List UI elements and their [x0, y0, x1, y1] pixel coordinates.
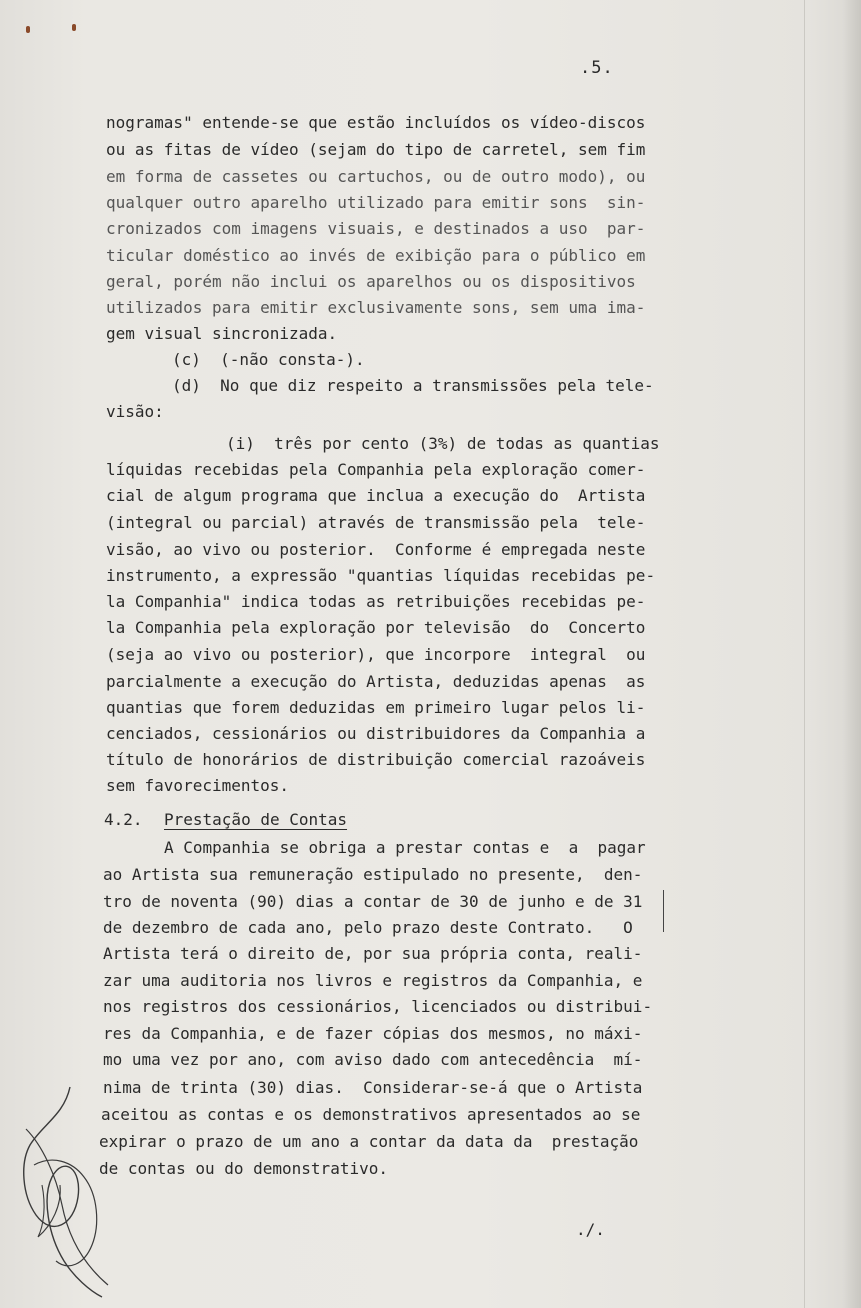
text-line: la Companhia pela exploração por televisão do Concerto — [106, 618, 646, 637]
text-line: de dezembro de cada ano, pelo prazo deste Contrato. O — [103, 918, 633, 937]
text-line: aceitou as contas e os demonstrativos apresentados ao se — [101, 1105, 641, 1124]
text-line: (c) (-não consta-). — [172, 350, 365, 369]
continuation-mark: ./. — [576, 1220, 605, 1239]
handwritten-signature — [12, 1085, 122, 1300]
text-line: res da Companhia, e de fazer cópias dos mesmos, no máxi- — [103, 1024, 643, 1043]
section-number: 4.2. — [104, 810, 143, 829]
text-line: nos registros dos cessionários, licenciados ou distribui- — [103, 997, 653, 1016]
page-number: .5. — [580, 58, 614, 78]
text-line: expirar o prazo de um ano a contar da data da prestação — [99, 1132, 639, 1151]
text-line: la Companhia" indica todas as retribuições recebidas pe- — [106, 592, 646, 611]
text-line: (i) três por cento (3%) de todas as quantias — [226, 434, 660, 453]
text-line: visão, ao vivo ou posterior. Conforme é empregada neste — [106, 540, 646, 559]
text-line: zar uma auditoria nos livros e registros da Companhia, e — [103, 971, 643, 990]
hole-punch-mark — [72, 24, 76, 31]
text-line: quantias que forem deduzidas em primeiro lugar pelos li- — [106, 698, 646, 717]
text-line: (integral ou parcial) através de transmissão pela tele- — [106, 513, 646, 532]
text-line: instrumento, a expressão "quantias líquidas recebidas pe- — [106, 566, 656, 585]
margin-mark — [663, 890, 664, 932]
text-line: (d) No que diz respeito a transmissões pela tele- — [172, 376, 654, 395]
text-line: A Companhia se obriga a prestar contas e a pagar — [164, 838, 646, 857]
text-line: cronizados com imagens visuais, e destinados a uso par- — [106, 219, 646, 238]
text-line: visão: — [106, 402, 164, 421]
text-line: de contas ou do demonstrativo. — [99, 1159, 388, 1178]
text-line: qualquer outro aparelho utilizado para emitir sons sin- — [106, 193, 646, 212]
text-line: parcialmente a execução do Artista, deduzidas apenas as — [106, 672, 646, 691]
text-line: tro de noventa (90) dias a contar de 30 de junho e de 31 — [103, 892, 643, 911]
text-line: nima de trinta (30) dias. Considerar-se-á que o Artista — [103, 1078, 643, 1097]
text-line: título de honorários de distribuição comercial razoáveis — [106, 750, 646, 769]
paper-edge-shadow — [843, 0, 861, 1308]
text-line: em forma de cassetes ou cartuchos, ou de outro modo), ou — [106, 167, 646, 186]
text-line: ao Artista sua remuneração estipulado no presente, den- — [103, 865, 643, 884]
text-line: utilizados para emitir exclusivamente sons, sem uma ima- — [106, 298, 646, 317]
section-heading: Prestação de Contas — [164, 810, 348, 829]
text-line: ou as fitas de vídeo (sejam do tipo de carretel, sem fim — [106, 140, 646, 159]
text-line: Artista terá o direito de, por sua própria conta, reali- — [103, 944, 643, 963]
text-line: nogramas" entende-se que estão incluídos os vídeo-discos — [106, 113, 646, 132]
text-line: cial de algum programa que inclua a execução do Artista — [106, 486, 646, 505]
text-line: líquidas recebidas pela Companhia pela exploração comer- — [106, 460, 646, 479]
text-line: sem favorecimentos. — [106, 776, 290, 795]
text-line: cenciados, cessionários ou distribuidores da Companhia a — [106, 724, 646, 743]
text-line: geral, porém não inclui os aparelhos ou os dispositivos — [106, 272, 636, 291]
text-line: ticular doméstico ao invés de exibição para o público em — [106, 246, 646, 265]
paper-fold-line — [804, 0, 805, 1308]
hole-punch-mark — [26, 26, 30, 33]
text-line: gem visual sincronizada. — [106, 324, 338, 343]
text-line: (seja ao vivo ou posterior), que incorpore integral ou — [106, 645, 646, 664]
text-line: mo uma vez por ano, com aviso dado com antecedência mí- — [103, 1050, 643, 1069]
